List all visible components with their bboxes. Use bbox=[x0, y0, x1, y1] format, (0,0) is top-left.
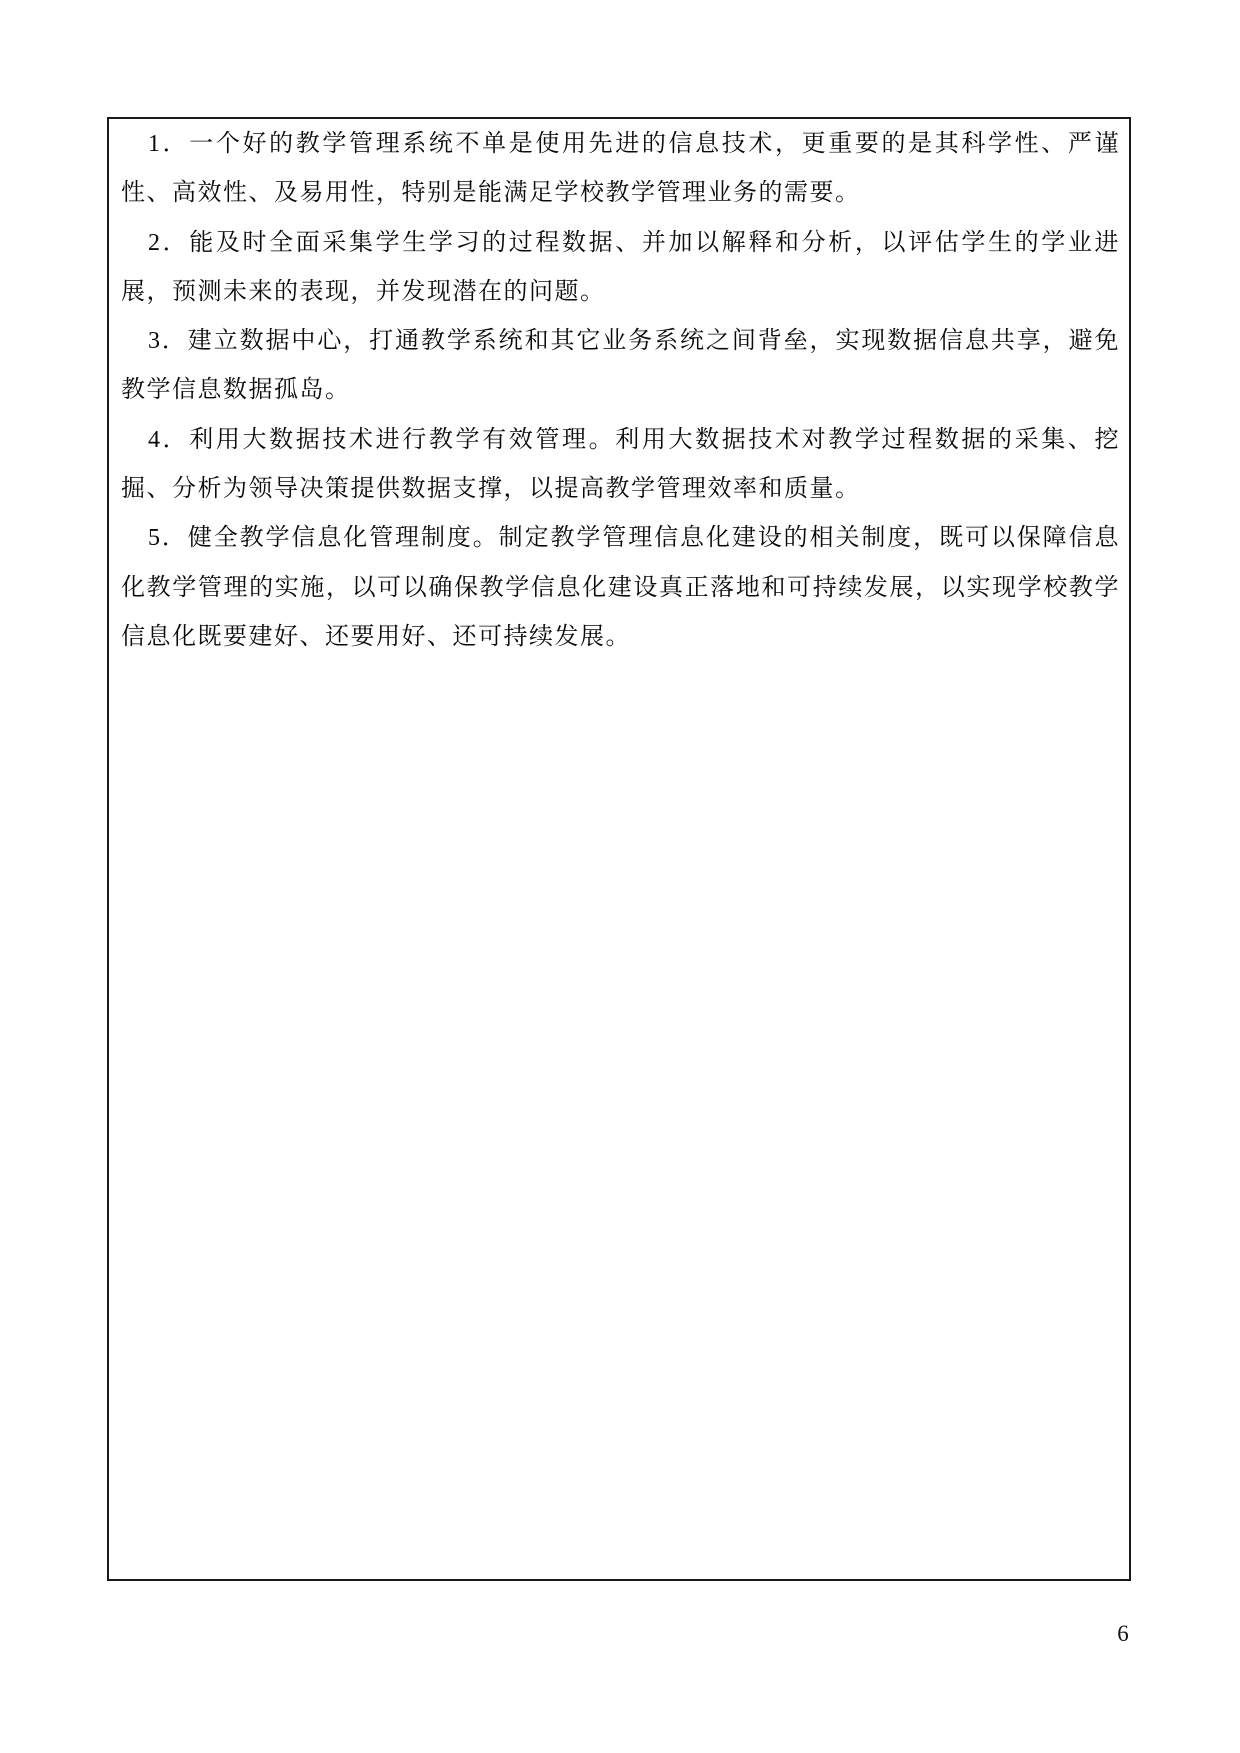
paragraph-1: 1．一个好的教学管理系统不单是使用先进的信息技术，更重要的是其科学性、严谨性、高效性、及易用性，特别是能满足学校教学管理业务的需要。 bbox=[121, 131, 1120, 207]
page-number: 6 bbox=[1117, 1621, 1129, 1646]
content-box bbox=[107, 117, 1131, 1581]
paragraph-5: 5．健全教学信息化管理制度。制定教学管理信息化建设的相关制度，既可以保障信息化教学管理的实施，以可以确保教学信息化建设真正落地和可持续发展，以实现学校教学信息化既要建好、还要用好、还可持续发展。 bbox=[121, 525, 1120, 650]
paragraph-4: 4．利用大数据技术进行教学有效管理。利用大数据技术对教学过程数据的采集、挖掘、分析为领导决策提供数据支撑，以提高教学管理效率和质量。 bbox=[121, 426, 1120, 503]
paragraph-2: 2．能及时全面采集学生学习的过程数据、并加以解释和分析，以评估学生的学业进展，预测未来的表现，并发现潜在的问题。 bbox=[121, 229, 1120, 305]
paragraph-3: 3．建立数据中心，打通教学系统和其它业务系统之间背垒，实现数据信息共享，避免教学信息数据孤岛。 bbox=[121, 328, 1120, 404]
